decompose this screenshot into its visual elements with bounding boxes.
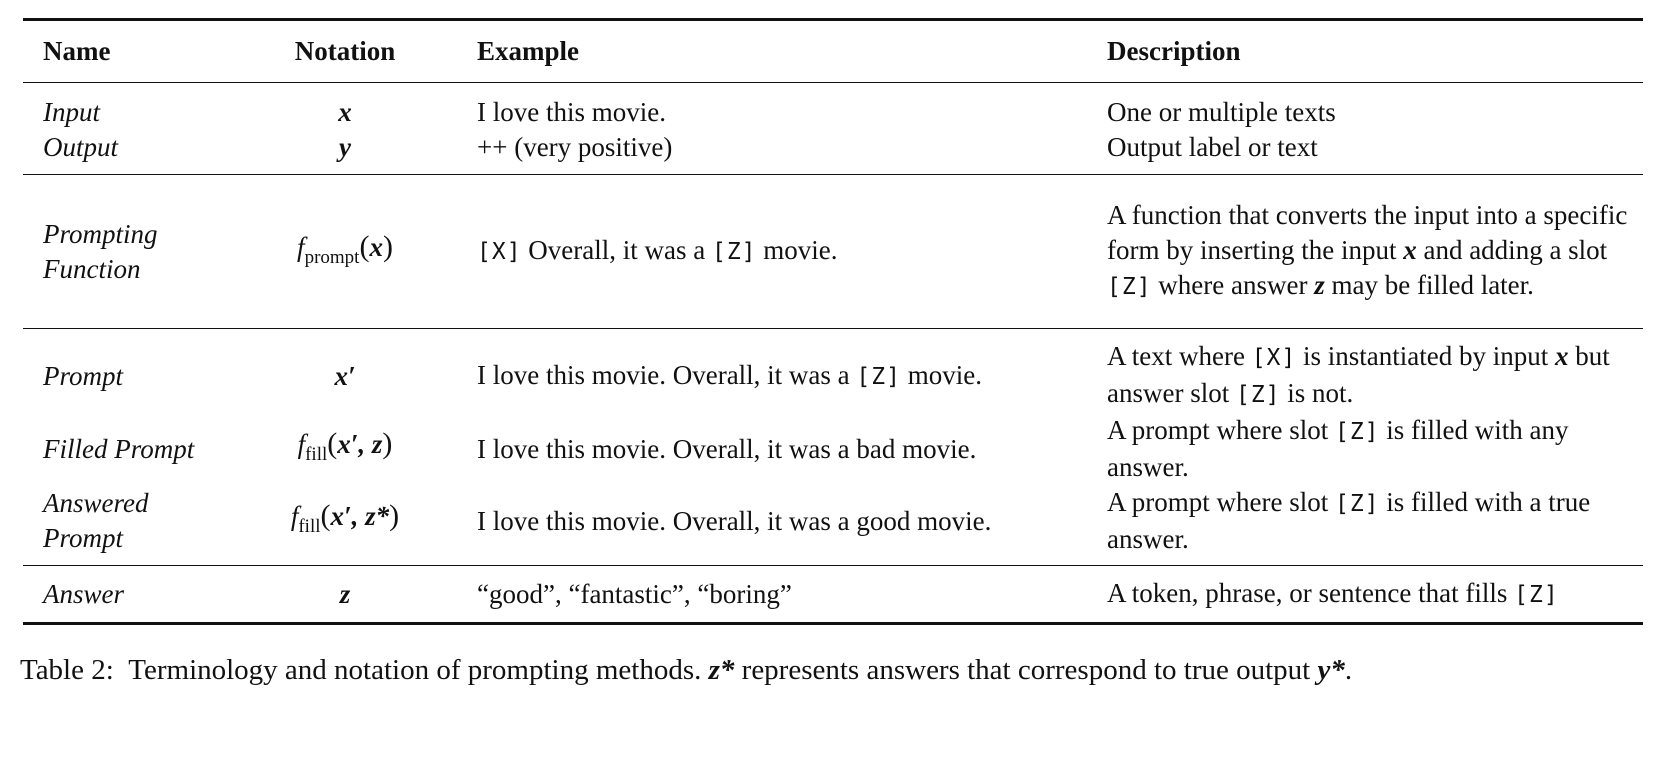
row-name: Filled Prompt <box>43 433 195 464</box>
caption-var-z-star: z* <box>708 654 735 686</box>
table-row-input <box>23 83 1643 131</box>
slot-z: [Z] <box>711 239 757 265</box>
row-notation <box>233 329 457 414</box>
notation-open-paren: ( <box>320 499 331 532</box>
notation-close-paren: ) <box>389 499 400 532</box>
desc-var-x: x <box>1554 341 1569 371</box>
row-example: I love this movie. Overall, it was a good movie. <box>477 505 992 536</box>
notation-function: f <box>290 501 299 531</box>
row-notation <box>233 413 457 485</box>
row-example: I love this movie. <box>477 97 666 127</box>
terminology-table-container <box>23 18 1643 625</box>
notation-symbol: x′ <box>334 360 356 391</box>
example-text-end: movie. <box>756 235 838 265</box>
notation-open-paren: ( <box>359 229 370 263</box>
notation-subscript: fill <box>298 516 321 537</box>
table-header <box>23 20 1643 83</box>
desc-text: is instantiated by input <box>1296 341 1555 371</box>
caption-text-end: . <box>1344 654 1353 686</box>
header-row <box>23 20 1643 83</box>
desc-var-z: z <box>1314 270 1325 300</box>
desc-text: is filled with any answer. <box>1107 415 1569 482</box>
table-row-answered-prompt <box>23 485 1643 566</box>
row-notation <box>233 175 457 329</box>
desc-var-x: x <box>1403 235 1417 265</box>
row-description <box>1087 413 1643 485</box>
slot-x: [X] <box>1251 345 1297 371</box>
desc-text: A prompt where slot <box>1107 415 1335 445</box>
notation-symbol: x <box>338 97 352 127</box>
notation-function: f <box>297 429 306 459</box>
row-description: Output label or text <box>1107 132 1318 162</box>
row-example: ++ (very positive) <box>477 132 673 162</box>
table-row-answer <box>23 566 1643 624</box>
caption-var-y-star: y* <box>1317 654 1345 686</box>
notation-arguments: x′, z* <box>330 501 390 531</box>
row-name: Answered Prompt <box>43 488 149 553</box>
row-name: Prompting Function <box>43 218 158 284</box>
table-row-prompt <box>23 329 1643 414</box>
desc-text: and adding a slot <box>1416 235 1608 265</box>
example-text-end: movie. <box>900 359 982 390</box>
notation-subscript: fill <box>305 444 328 465</box>
row-description <box>1087 175 1643 329</box>
row-example: I love this movie. Overall, it was a bad movie. <box>477 433 977 464</box>
notation-close-paren: ) <box>382 427 393 460</box>
notation-subscript: prompt <box>304 246 360 268</box>
notation-symbol: y <box>339 132 351 162</box>
row-example: “good”, “fantastic”, “boring” <box>477 578 792 609</box>
slot-x: [X] <box>477 239 522 265</box>
table-body <box>23 83 1643 624</box>
example-text: I love this movie. Overall, it was a <box>477 359 857 390</box>
row-example <box>457 175 1087 329</box>
row-description <box>1087 485 1643 566</box>
desc-text: where answer <box>1151 270 1315 300</box>
row-name: Output <box>43 132 119 162</box>
desc-text: may be filled later. <box>1324 270 1534 300</box>
notation-symbol: z <box>339 578 351 609</box>
row-notation <box>233 485 457 566</box>
header-description: Description <box>1107 36 1241 66</box>
row-description <box>1087 566 1643 624</box>
desc-text: is filled with a true answer. <box>1107 487 1591 554</box>
slot-z: [Z] <box>1235 382 1281 408</box>
row-description: One or multiple texts <box>1107 97 1336 127</box>
table-row-prompting-function <box>23 175 1643 329</box>
row-description <box>1087 329 1643 414</box>
desc-text: but answer slot <box>1107 341 1610 408</box>
desc-text: A function that converts the input into a specific form by inserting the input <box>1107 200 1628 265</box>
table-caption <box>20 650 1650 690</box>
desc-text: A text where <box>1107 341 1252 371</box>
header-name: Name <box>43 36 111 66</box>
row-example <box>457 329 1087 414</box>
caption-label: Table 2: <box>20 654 114 686</box>
row-notation <box>233 566 457 624</box>
notation-function: f <box>297 231 305 262</box>
caption-text: Terminology and notation of prompting methods. <box>128 654 709 686</box>
notation-argument: x <box>369 231 383 262</box>
slot-z: [Z] <box>1514 581 1559 608</box>
row-name: Answer <box>43 578 124 609</box>
caption-text: represents answers that correspond to true output <box>734 654 1318 686</box>
slot-z: [Z] <box>1334 491 1380 517</box>
notation-arguments: x′, z <box>337 429 383 459</box>
row-name: Prompt <box>43 360 123 391</box>
header-notation: Notation <box>294 36 396 66</box>
slot-z: [Z] <box>1334 419 1380 445</box>
table-row-output <box>23 130 1643 175</box>
notation-close-paren: ) <box>382 229 393 263</box>
terminology-table <box>23 18 1643 625</box>
example-text: Overall, it was a <box>521 235 712 265</box>
table-row-filled-prompt <box>23 413 1643 485</box>
row-notation <box>233 130 457 175</box>
desc-text: A prompt where slot <box>1107 487 1335 517</box>
header-example: Example <box>477 36 580 66</box>
notation-open-paren: ( <box>327 427 338 460</box>
slot-z: [Z] <box>1107 274 1152 300</box>
slot-z: [Z] <box>856 363 901 390</box>
desc-text: is not. <box>1280 378 1354 408</box>
row-notation <box>233 83 457 131</box>
desc-text: A token, phrase, or sentence that fills <box>1107 577 1515 608</box>
row-name: Input <box>43 97 100 127</box>
